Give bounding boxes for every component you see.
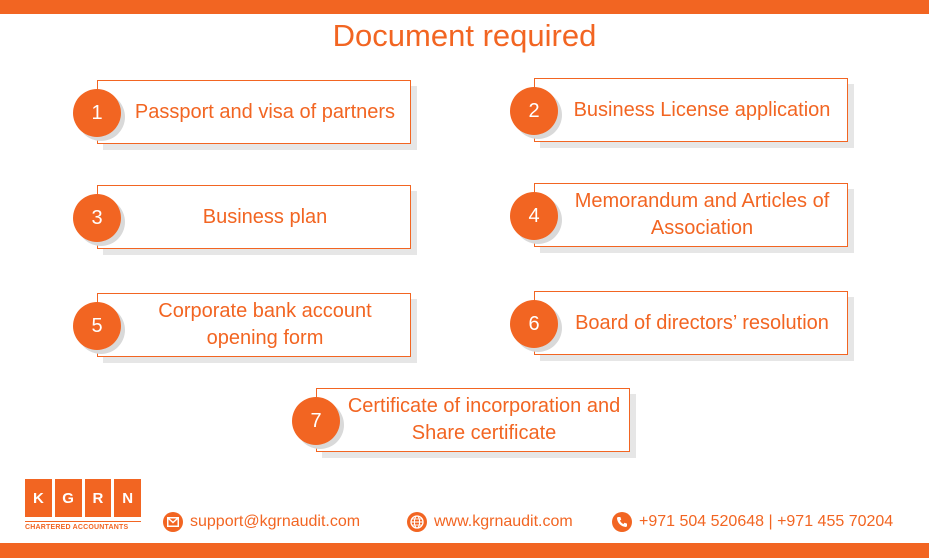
- contact-phone[interactable]: [612, 512, 893, 532]
- logo-letter: K: [25, 479, 52, 517]
- number-badge-4: 4: [510, 192, 558, 240]
- document-label: Passport and visa of partners: [134, 100, 396, 123]
- email-text[interactable]: support@kgrnaudit.com: [190, 513, 361, 530]
- logo-letter: N: [114, 479, 141, 517]
- number-badge-3: 3: [73, 194, 121, 242]
- document-label: Corporate bank account opening form: [158, 300, 372, 349]
- phone-text[interactable]: +971 504 520648 | +971 455 70204: [639, 513, 894, 530]
- document-card-3: [97, 185, 411, 249]
- phone-icon: [612, 512, 632, 532]
- mail-icon: [163, 512, 183, 532]
- number-badge-5: 5: [73, 302, 121, 350]
- number-badge-7: 7: [292, 397, 340, 445]
- document-card-2: [534, 78, 848, 142]
- document-card-7: [316, 388, 630, 452]
- logo-letter: R: [85, 479, 112, 517]
- kgrn-logo: [25, 479, 141, 531]
- logo-subtitle: CHARTERED ACCOUNTANTS: [25, 521, 141, 531]
- document-card-5: [97, 293, 411, 357]
- bottom-accent-bar: [0, 543, 929, 558]
- document-label: Board of directors’ resolution: [575, 311, 829, 334]
- number-badge-6: 6: [510, 300, 558, 348]
- contact-website[interactable]: [407, 512, 573, 532]
- logo-letter: G: [55, 479, 82, 517]
- number-badge-1: 1: [73, 89, 121, 137]
- document-card-6: [534, 291, 848, 355]
- number-badge-2: 2: [510, 87, 558, 135]
- page-title: Document required: [332, 18, 597, 53]
- document-label: Business plan: [202, 205, 328, 228]
- globe-icon: [407, 512, 427, 532]
- document-card-4: [534, 183, 848, 247]
- document-label: Memorandum and Articles of Association: [574, 190, 830, 239]
- document-card-1: [97, 80, 411, 144]
- top-accent-bar: [0, 0, 929, 14]
- document-label: Business License application: [573, 98, 831, 121]
- document-label: Certificate of incorporation and Share certificate: [347, 395, 621, 444]
- website-text[interactable]: www.kgrnaudit.com: [434, 513, 573, 530]
- contact-email[interactable]: [163, 512, 360, 532]
